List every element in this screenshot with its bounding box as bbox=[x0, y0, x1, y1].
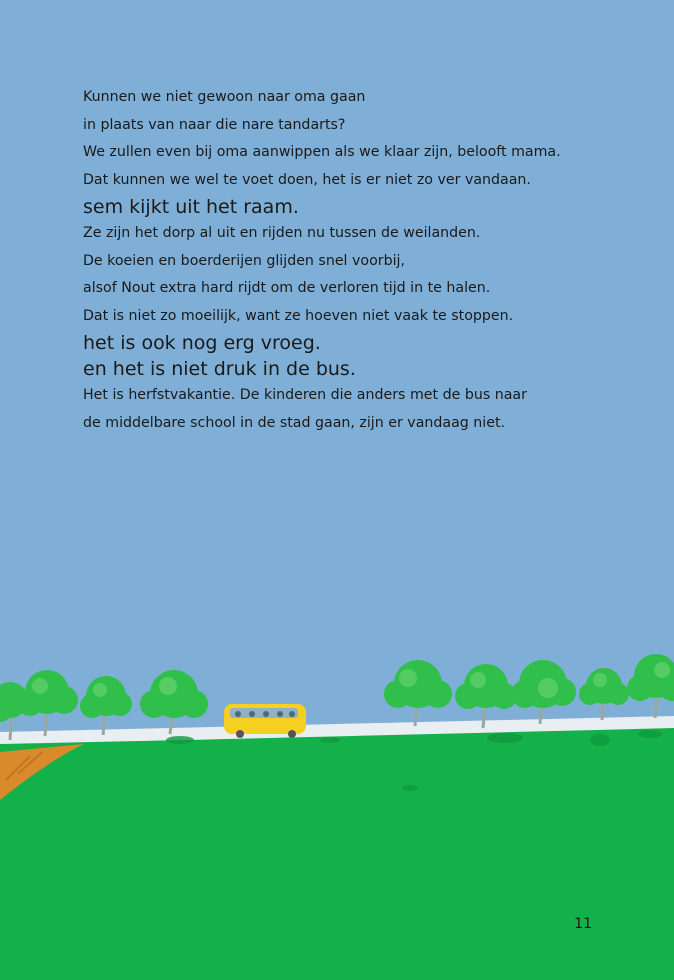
landscape-illustration bbox=[0, 640, 674, 980]
story-text bbox=[83, 84, 643, 437]
story-line: De koeien en boerderijen glijden snel voorbij, bbox=[83, 252, 405, 269]
story-line: Ze zijn het dorp al uit en rijden nu tussen de weilanden. bbox=[83, 225, 481, 241]
story-line: alsof Nout extra hard rijdt om de verloren tijd in te halen. bbox=[83, 280, 491, 296]
story-line: Kunnen we niet gewoon naar oma gaan bbox=[83, 89, 366, 105]
story-line: Het is herfstvakantie. De kinderen die anders met de bus naar bbox=[83, 387, 527, 403]
story-line: Dat is niet zo moeilijk, want ze hoeven niet vaak te stoppen. bbox=[83, 307, 514, 324]
story-line: in plaats van naar die nare tandarts? bbox=[83, 116, 346, 133]
page-number: 11 bbox=[574, 916, 592, 932]
bus-icon bbox=[224, 704, 306, 738]
story-line-large: het is ook nog erg vroeg. bbox=[83, 332, 321, 354]
story-line-large: en het is niet druk in de bus. bbox=[83, 358, 356, 380]
grass-field bbox=[0, 728, 674, 980]
story-line: We zullen even bij oma aanwippen als we klaar zijn, belooft mama. bbox=[83, 144, 561, 160]
story-line: Dat kunnen we wel te voet doen, het is er niet zo ver vandaan. bbox=[83, 171, 531, 188]
story-line-large: sem kijkt uit het raam. bbox=[83, 196, 299, 218]
story-line: de middelbare school in de stad gaan, zijn er vandaag niet. bbox=[83, 414, 506, 431]
